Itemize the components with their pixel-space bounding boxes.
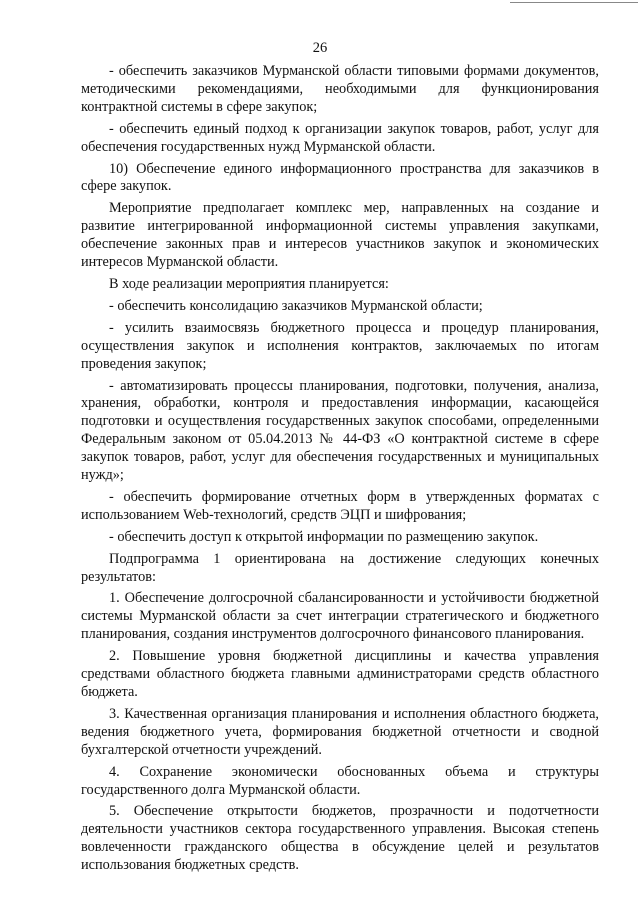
paragraph: - обеспечить доступ к открытой информации по размещению закупок. (109, 528, 539, 545)
paragraph: 1. Обеспечение долгосрочной сбалансированности и устойчивости бюджетной системы Мурманской области за счет интеграции стратегического и бюджетного планирования, создания инструментов долгосрочного финансового планирования. (81, 590, 599, 643)
paragraph: 2. Повышение уровня бюджетной дисциплины и качества управления средствами областного бюджета главными администраторами средств областного бюджета. (81, 648, 599, 700)
paragraph: - обеспечить заказчиков Мурманской области типовыми формами документов, методическими рекомендациями, необходимыми для функционирования контрактной системы в сфере закупок; (81, 63, 599, 115)
paragraph: В ходе реализации мероприятия планируется: (109, 275, 389, 292)
paragraph: Подпрограмма 1 ориентирована на достижение следующих конечных результатов: (81, 550, 599, 585)
document-body (81, 63, 599, 879)
page-number: 26 (312, 40, 328, 56)
paragraph: - обеспечить единый подход к организации закупок товаров, работ, услуг для обеспечения государственных нужд Мурманской области. (81, 120, 599, 155)
top-rule (510, 2, 638, 3)
paragraph: 3. Качественная организация планирования и исполнения областного бюджета, ведения бюджетного учета, формирования бюджетной отчетности и сводной бухгалтерской отчетности учреждений. (81, 705, 599, 758)
paragraph: - автоматизировать процессы планирования, подготовки, получения, анализа, хранения, обработки, контроля и предоставления информации, касающейся подготовки и осуществления государственных закупок способами, определенными Федеральным законом от 05.04.2013 № 44-ФЗ «О контрактной системе в сфере закупок товаров, работ, услуг для обеспечения государственных и муниципальных нужд»; (81, 377, 599, 484)
paragraph: - обеспечить формирование отчетных форм в утвержденных форматах с использованием Web-технологий, средств ЭЦП и шифрования; (81, 488, 599, 523)
paragraph: 4. Сохранение экономически обоснованных объема и структуры государственного долга Мурманской области. (81, 763, 599, 798)
paragraph: Мероприятие предполагает комплекс мер, направленных на создание и развитие интегрированной информационной системы управления закупками, обеспечение законных прав и интересов участников закупок и экономических интересов Мурманской области. (81, 200, 599, 271)
paragraph: 10) Обеспечение единого информационного пространства для заказчиков в сфере закупок. (81, 160, 599, 195)
paragraph: - обеспечить консолидацию заказчиков Мурманской области; (109, 297, 483, 314)
paragraph: - усилить взаимосвязь бюджетного процесса и процедур планирования, осуществления закупок и исполнения контрактов, заключаемых по итогам проведения закупок; (81, 319, 599, 372)
paragraph: 5. Обеспечение открытости бюджетов, прозрачности и подотчетности деятельности участников сектора государственного управления. Высокая степень вовлеченности гражданского общества в обсуждение целей и результатов использования бюджетных средств. (81, 803, 599, 874)
